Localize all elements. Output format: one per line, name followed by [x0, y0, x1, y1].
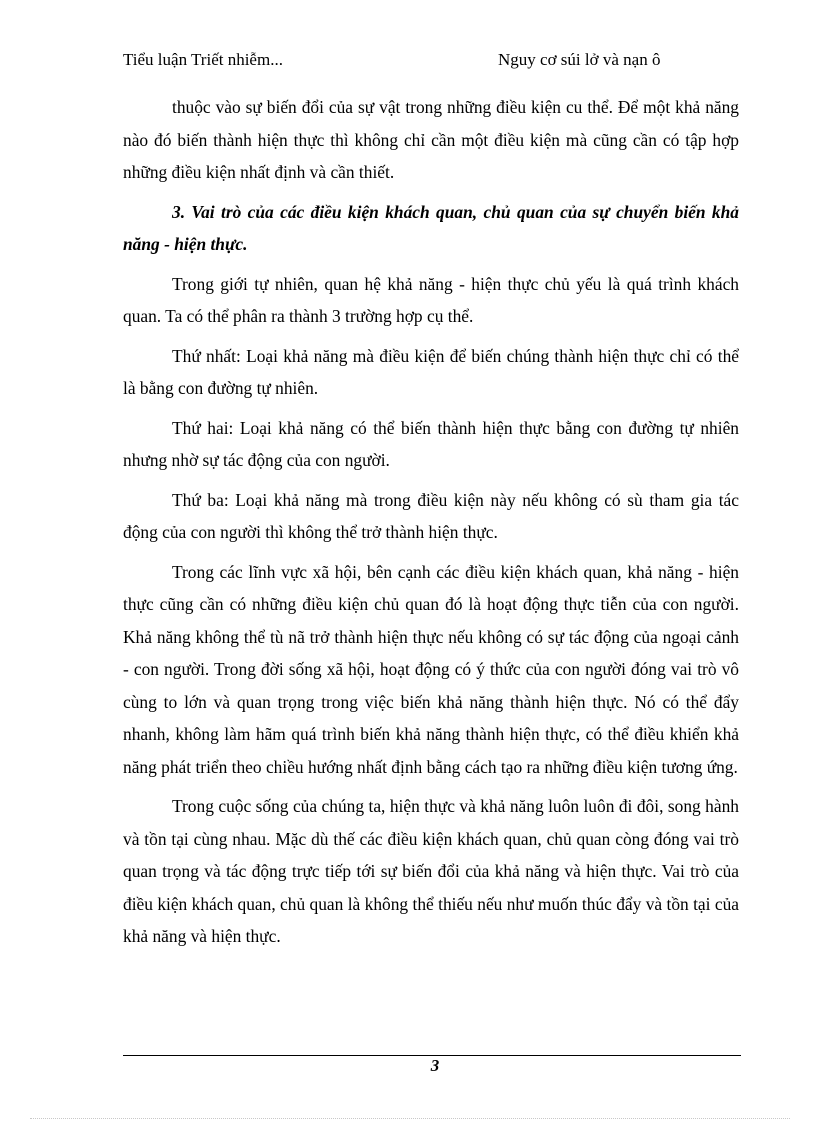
- document-body: [123, 91, 739, 953]
- paragraph-6: Trong cuộc sống của chúng ta, hiện thực và khả năng luôn luôn đi đôi, song hành và tồn tại cùng nhau. Mặc dù thế các điều kiện khách quan, chủ quan còng đóng vai trò quan trọng và tác động trực tiếp tới sự biến đổi của khả năng và hiện thực. Vai trò của điều kiện khách quan, chủ quan là không thể thiếu nếu như muốn thúc đẩy và tồn tại của khả năng và hiện thực.: [123, 796, 739, 946]
- section-heading: 3. Vai trò của các điều kiện khách quan, chủ quan của sự chuyển biến khả năng - hiện thực.: [123, 201, 739, 254]
- paragraph-1: Trong giới tự nhiên, quan hệ khả năng - hiện thực chủ yếu là quá trình khách quan. Ta có thể phân ra thành 3 trường hợp cụ thể.: [123, 273, 739, 326]
- header-right-title: Nguy cơ súi lở và nạn ô: [498, 50, 661, 69]
- paragraph-3: Thứ hai: Loại khả năng có thể biến thành hiện thực bằng con đường tự nhiên nhưng nhờ sự tác động của con người.: [123, 417, 739, 470]
- paragraph-5: Trong các lĩnh vực xã hội, bên cạnh các điều kiện khách quan, khả năng - hiện thực cũng cần có những điều kiện chủ quan đó là hoạt động thực tiễn của con người. Khả năng không thể tù nã trở thành hiện thực nếu không có sự tác động của ngoại cảnh - con người. Trong đời sống xã hội, hoạt động có ý thức của con người đóng vai trò vô cùng to lớn và quan trọng trong việc biến khả năng thành hiện thực. Nó có thể đẩy nhanh, không làm hãm quá trình biến khả năng thành hiện thực, có thể điều khiển khả năng phát triển theo chiều hướng nhất định bằng cách tạo ra những điều kiện tương ứng.: [123, 561, 739, 777]
- page-number: 3: [430, 1056, 440, 1075]
- paragraph-4: Thứ ba: Loại khả năng mà trong điều kiện này nếu không có sù tham gia tác động của con người thì không thể trở thành hiện thực.: [123, 489, 739, 542]
- paragraph-2: Thứ nhất: Loại khả năng mà điều kiện để biến chúng thành hiện thực chỉ có thể là bằng con đường tự nhiên.: [123, 345, 739, 398]
- paragraph-intro: thuộc vào sự biến đổi của sự vật trong những điều kiện cu thể. Để một khả năng nào đó biến thành hiện thực thì không chỉ cần một điều kiện mà cũng cần có tập hợp những điều kiện nhất định và cần thiết.: [123, 97, 739, 182]
- header-left-title: Tiểu luận Triết nhiễm...: [123, 50, 283, 69]
- page-bottom-edge: [30, 1118, 790, 1119]
